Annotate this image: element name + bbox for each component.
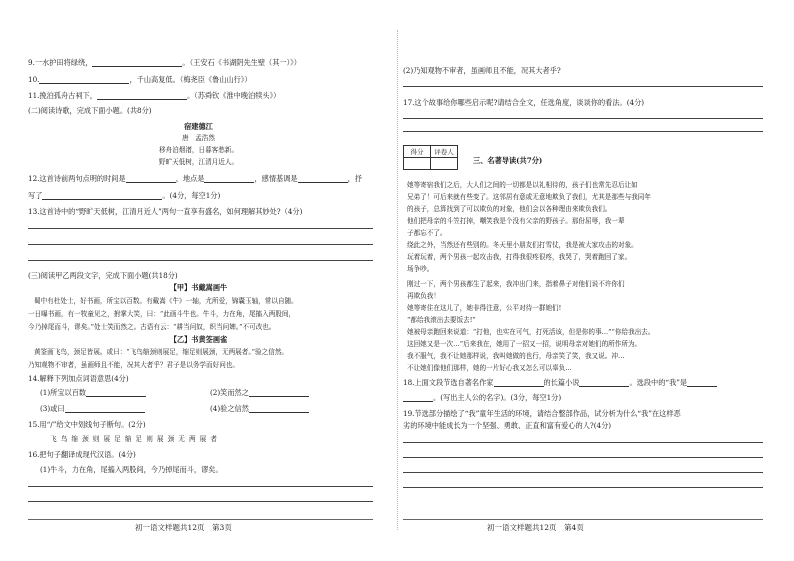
- answer-blank[interactable]: [687, 379, 717, 387]
- answer-blank[interactable]: [126, 175, 176, 183]
- question-15: 15.用“/”给文中划线句子断句。(2分): [28, 420, 146, 429]
- question-19-line-1: 19.节选部分描绘了“我”童年生活的环境，请结合整部作品，试分析为什么“我”在这样恶: [403, 409, 681, 418]
- question-18: 18.上面文段节选自著名作家 的长篇小说 。选段中的“我”是: [403, 378, 717, 387]
- answer-line[interactable]: [403, 118, 763, 119]
- question-12: 12.这首诗前两句点明的时间是 ，地点是 ，感情基调是 ，抒: [28, 174, 362, 183]
- answer-blank[interactable]: [249, 389, 309, 397]
- passage-line: 兄弟了！可后来就有些变了。这邻居有意或无意地欺负了我们，尤其是那些与我同年: [407, 193, 651, 201]
- question-9: 9.一水护田将绿绕， 。（王安石《书湖阴先生壁（其一）》）: [28, 58, 301, 67]
- answer-line[interactable]: [403, 457, 763, 458]
- answer-line[interactable]: [403, 487, 763, 488]
- answer-blank[interactable]: [298, 175, 348, 183]
- passage-line: 她被母亲跑回来说道：“打他，也实在可气，打死活该，但是你的事…”“你给我出去。: [407, 328, 655, 336]
- poem-author: 唐 孟浩然: [182, 134, 215, 142]
- section-3-heading: 三、名著导读(共7分): [473, 156, 543, 165]
- question-14: 14.解释下列加点词语意思(4分): [28, 374, 129, 383]
- right-page: [397, 0, 794, 561]
- section-2-heading: (二)阅读诗歌，完成下面小题。(共8分): [28, 106, 152, 115]
- passage-jia-line: 一日曝书画，有一牧童见之，拊掌大笑，曰：“此画斗牛也。牛斗，力在角，尾搐入两股间，: [28, 310, 296, 318]
- answer-blank[interactable]: [97, 92, 187, 100]
- answer-line[interactable]: [403, 472, 763, 473]
- grader-header: 评卷人: [431, 146, 458, 158]
- passage-jia-title: 【甲】书戴嵩画牛: [169, 283, 228, 292]
- question-12-cont: 写了 。(4分，每空1分): [28, 191, 221, 200]
- answer-blank[interactable]: [204, 175, 254, 183]
- answer-line[interactable]: [403, 442, 763, 443]
- poem-title: 宿建德江: [184, 122, 213, 131]
- passage-yi-line: 乃知观物不审者，虽画师且不能，况其大者乎？君子是以务学而好问也。: [28, 361, 239, 369]
- question-16: 16.把句子翻译成现代汉语。(4分): [28, 450, 136, 459]
- page-footer: 初一语文样题共12页 第3页: [135, 523, 232, 532]
- answer-blank[interactable]: [249, 405, 309, 413]
- passage-line: 这回她又是一次…”后来我在，她用了一招又一招，说明母亲对她们的所作所为。: [407, 340, 642, 348]
- poem-line-1: 移舟泊烟渚，日暮客愁新。: [158, 146, 239, 154]
- passage-line: 子都忘不了。: [407, 229, 447, 237]
- passage-jia-line: 蜀中有杜处士，好书画，所宝以百数。有戴嵩《牛》一轴，尤所爱，锦囊玉轴，常以自随。: [34, 297, 298, 305]
- passage-line: 的孩子，总算找到了可以欺负的对象，他们会以各种理由来欺负我们。: [407, 205, 612, 213]
- passage-line: 她等寄住在这儿了，她非得注意，公平对待一群她们!: [407, 304, 562, 312]
- answer-blank[interactable]: [579, 379, 629, 387]
- answer-line[interactable]: [28, 260, 373, 261]
- question-18-cont: 。(写出主人公的名字)。(3分，每空1分): [403, 393, 561, 402]
- score-cell[interactable]: [404, 158, 431, 170]
- q16-item-1: (1)牛斗，力在角，尾搐入两股间，今乃掉尾而斗，谬矣。: [40, 465, 223, 474]
- passage-line: 她等寄宿我们之后，大人们之间的一切都是以礼相待的，孩子们也常先忍后让如: [407, 181, 638, 189]
- passage-line: 玩着玩着，两个男孩一起攻击我，打得我很疼很疼，我哭了，哭着跑回了家。: [407, 253, 632, 261]
- section-3-heading: (三)阅读甲乙两段文字，完成下面小题(共18分): [28, 271, 178, 280]
- passage-line: “都给我滚出去要饭去!”: [407, 316, 476, 324]
- q14-item-1: (1)所宝以百数: [40, 388, 146, 397]
- poem-line-2: 野旷天低树，江清月近人。: [158, 158, 239, 166]
- passage-line: 我不服气，我不让她那样说，我叫她做的也行，母亲笑了笑，我又说。冲…: [407, 352, 625, 360]
- q14-item-2: (2)笑而然之: [210, 388, 309, 397]
- question-13: 13.这首诗中的“野旷天低树，江清月近人”两句一直享有盛名，如何理解其妙处?（4分): [28, 207, 303, 216]
- answer-blank[interactable]: [494, 379, 544, 387]
- score-header: 得分: [404, 146, 431, 158]
- q14-item-3: (3)或曰: [40, 404, 145, 413]
- passage-yi-line: 黄筌画飞鸟，颈足皆展。或曰：“飞鸟缩颈则展足，缩足则展颈，无两展者。”验之信然。: [34, 348, 289, 356]
- passage-line: 不让她们像他们那样，她的一片好心我又怎么可以辜负…: [407, 364, 572, 372]
- passage-line: 他们把母亲的斗笠打掉，嘲笑我是个没有父亲的野孩子。那份屈辱，我一辈: [407, 217, 625, 225]
- question-10: 10. ，千山高复低。（梅尧臣《鲁山山行》）: [28, 75, 252, 84]
- passage-jia-line: 今乃掉尾而斗，谬矣。”处士笑而然之。古语有云：“耕当问奴，织当问婢。”不可改也。: [28, 323, 276, 331]
- passage-line: 场争吵。: [407, 265, 434, 273]
- answer-line[interactable]: [28, 486, 373, 487]
- passage-yi-title: 【乙】书黄筌画雀: [169, 335, 228, 344]
- question-11: 11.挽泊孤舟古祠下， 。（苏舜钦《淮中晚泊犊头》）: [28, 91, 281, 100]
- answer-line[interactable]: [28, 501, 373, 502]
- passage-line: 刚过一下，两个男孩都生了起来，我冲出门来，指着鼻子对他们说不许你们: [407, 280, 625, 288]
- page-footer: 初一语文样题共12页 第4页: [487, 523, 584, 532]
- grader-cell[interactable]: [431, 158, 458, 170]
- score-table: [403, 145, 458, 170]
- answer-blank[interactable]: [92, 59, 182, 67]
- answer-line[interactable]: [28, 228, 373, 229]
- footer-rule: [403, 519, 763, 520]
- answer-line[interactable]: [28, 244, 373, 245]
- q14-item-4: (4)验之信然: [210, 404, 309, 413]
- question-17: 17.这个故事给你哪些启示呢?请结合全文，任选角度，谈谈你的看法。(4分): [403, 98, 645, 107]
- footer-rule: [28, 519, 373, 520]
- answer-blank[interactable]: [86, 389, 146, 397]
- passage-line: 绕此之外，当然还有些别的。冬天里小朋友们打雪仗，我是被大家攻击的对象。: [407, 241, 638, 249]
- answer-blank[interactable]: [403, 394, 433, 402]
- answer-blank[interactable]: [39, 76, 129, 84]
- q15-sentence: 飞 鸟 缩 颈 则 展 足 缩 足 则 展 颈 无 两 展 者: [50, 435, 218, 443]
- passage-line: 再欺负我！: [407, 292, 440, 300]
- answer-blank[interactable]: [65, 405, 145, 413]
- question-19-line-2: 劣的环境中能成长为一个坚强、勇敢、正直和富有爱心的人?(4分): [403, 421, 612, 430]
- answer-line[interactable]: [403, 131, 763, 132]
- answer-blank[interactable]: [42, 192, 162, 200]
- question-16-2: (2)乃知观物不审者，虽画师且不能，况其大者乎?: [403, 66, 561, 75]
- answer-line[interactable]: [403, 86, 763, 87]
